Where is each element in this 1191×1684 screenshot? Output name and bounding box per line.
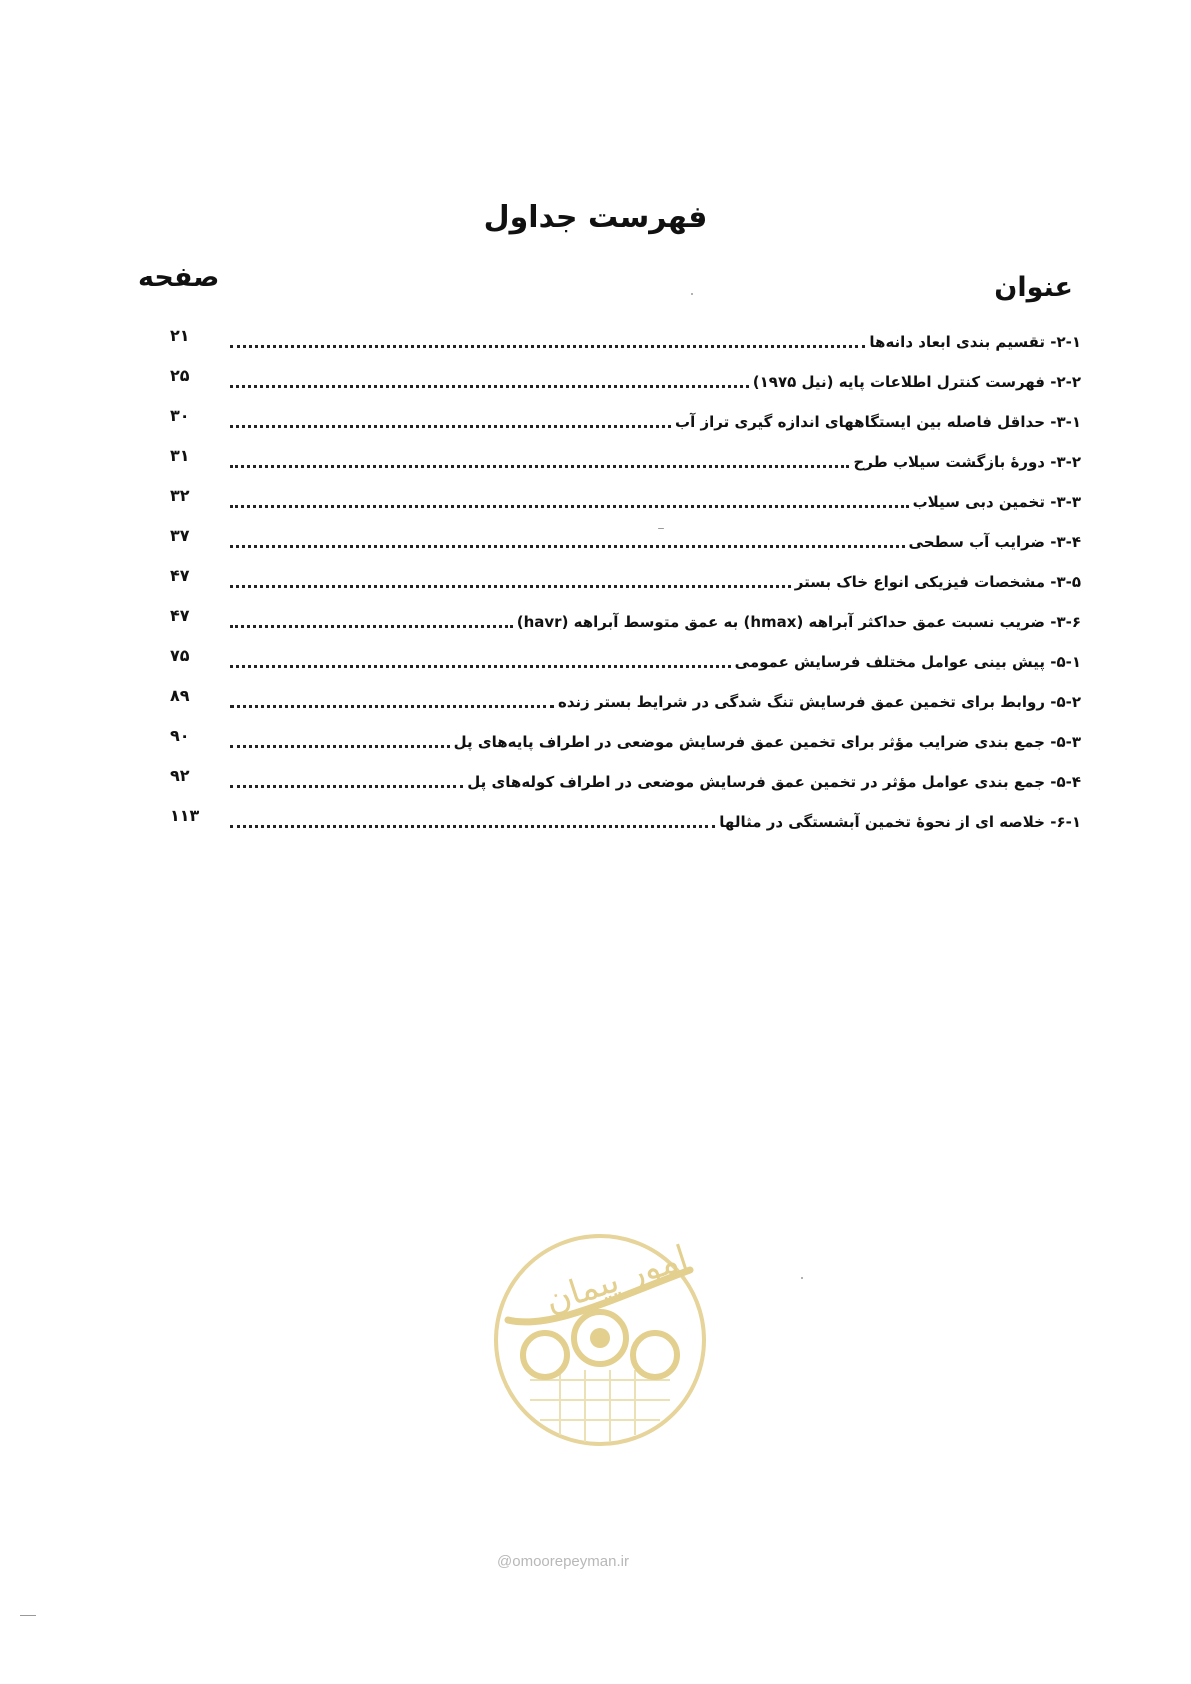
omoor-peyman-watermark-seal [490, 1230, 710, 1450]
toc-page-number: ۸۹ [170, 685, 190, 705]
dot-leader [230, 825, 715, 828]
table-of-tables [130, 322, 1085, 842]
toc-row [130, 602, 1085, 642]
dot-leader [230, 625, 513, 628]
toc-page-number: ۲۱ [170, 325, 190, 345]
toc-row [130, 362, 1085, 402]
toc-row [130, 402, 1085, 442]
toc-entry-label: ۳-۶- ضریب نسبت عمق حداکثر آبراهه (hmax) به عمق متوسط آبراهه (havr) [516, 613, 1081, 631]
toc-entry-label: ۵-۴- جمع بندی عوامل مؤثر در تخمین عمق فرسایش موضعی در اطراف کوله‌های پل [467, 773, 1081, 791]
toc-entry-label: ۳-۱- حداقل فاصله بین ایستگاههای اندازه گیری تراز آب [675, 413, 1081, 431]
toc-page-number: ۱۱۳ [170, 805, 200, 825]
toc-row [130, 562, 1085, 602]
toc-page-number: ۴۷ [170, 605, 190, 625]
dot-leader [230, 745, 450, 748]
toc-page-number: ۳۱ [170, 445, 190, 465]
toc-row [130, 522, 1085, 562]
toc-row [130, 442, 1085, 482]
toc-entry-label: ۳-۳- تخمین دبی سیلاب [912, 493, 1081, 511]
toc-entry-label: ۳-۵- مشخصات فیزیکی انواع خاک بستر [794, 573, 1081, 591]
toc-row [130, 482, 1085, 522]
dot-leader [230, 465, 849, 468]
toc-row [130, 642, 1085, 682]
toc-page-number: ۲۵ [170, 365, 190, 385]
toc-row [130, 722, 1085, 762]
toc-entry-label: ۳-۲- دورهٔ بازگشت سیلاب طرح [853, 453, 1081, 471]
page-column-header: صفحه [138, 262, 220, 293]
dot-leader [230, 345, 865, 348]
toc-page-number: ۷۵ [170, 645, 190, 665]
toc-row [130, 682, 1085, 722]
toc-page-number: ۳۲ [170, 485, 190, 505]
toc-page-number: ۳۷ [170, 525, 190, 545]
dot-leader [230, 585, 791, 588]
toc-entry-label: ۶-۱- خلاصه ای از نحوهٔ تخمین آبشستگی در مثالها [719, 813, 1081, 831]
dot-leader [230, 545, 905, 548]
toc-entry-label: ۲-۲- فهرست کنترل اطلاعات پایه (نیل ۱۹۷۵) [752, 373, 1081, 391]
toc-page-number: ۹۰ [170, 725, 190, 745]
scan-speck [801, 1277, 803, 1279]
dot-leader [230, 425, 671, 428]
page-title: فهرست جداول [483, 200, 708, 235]
dot-leader [230, 385, 749, 388]
dot-leader [230, 785, 463, 788]
toc-row [130, 762, 1085, 802]
title-column-header: عنوان [994, 272, 1073, 303]
toc-row [130, 802, 1085, 842]
toc-row [130, 322, 1085, 362]
toc-entry-label: ۵-۳- جمع بندی ضرایب مؤثر برای تخمین عمق فرسایش موضعی در اطراف پایه‌های پل [453, 733, 1081, 751]
toc-page-number: ۹۲ [170, 765, 190, 785]
scan-speck [691, 293, 693, 295]
toc-entry-label: ۳-۴- ضرایب آب سطحی [908, 533, 1081, 551]
dot-leader [230, 505, 909, 508]
toc-page-number: ۴۷ [170, 565, 190, 585]
watermark-logo-text: امور پیمان [540, 1237, 693, 1322]
toc-entry-label: ۵-۱- پیش بینی عوامل مختلف فرسایش عمومی [734, 653, 1081, 671]
dot-leader [230, 665, 731, 668]
dot-leader [230, 705, 554, 708]
scan-speck [658, 528, 664, 529]
scan-mark [20, 1615, 36, 1616]
watermark-url: @omoorepeyman.ir [497, 1553, 629, 1570]
toc-entry-label: ۵-۲- روابط برای تخمین عمق فرسایش تنگ شدگی در شرایط بستر زنده [558, 693, 1081, 711]
toc-entry-label: ۲-۱- تقسیم بندی ابعاد دانه‌ها [869, 333, 1081, 351]
toc-page-number: ۳۰ [170, 405, 190, 425]
